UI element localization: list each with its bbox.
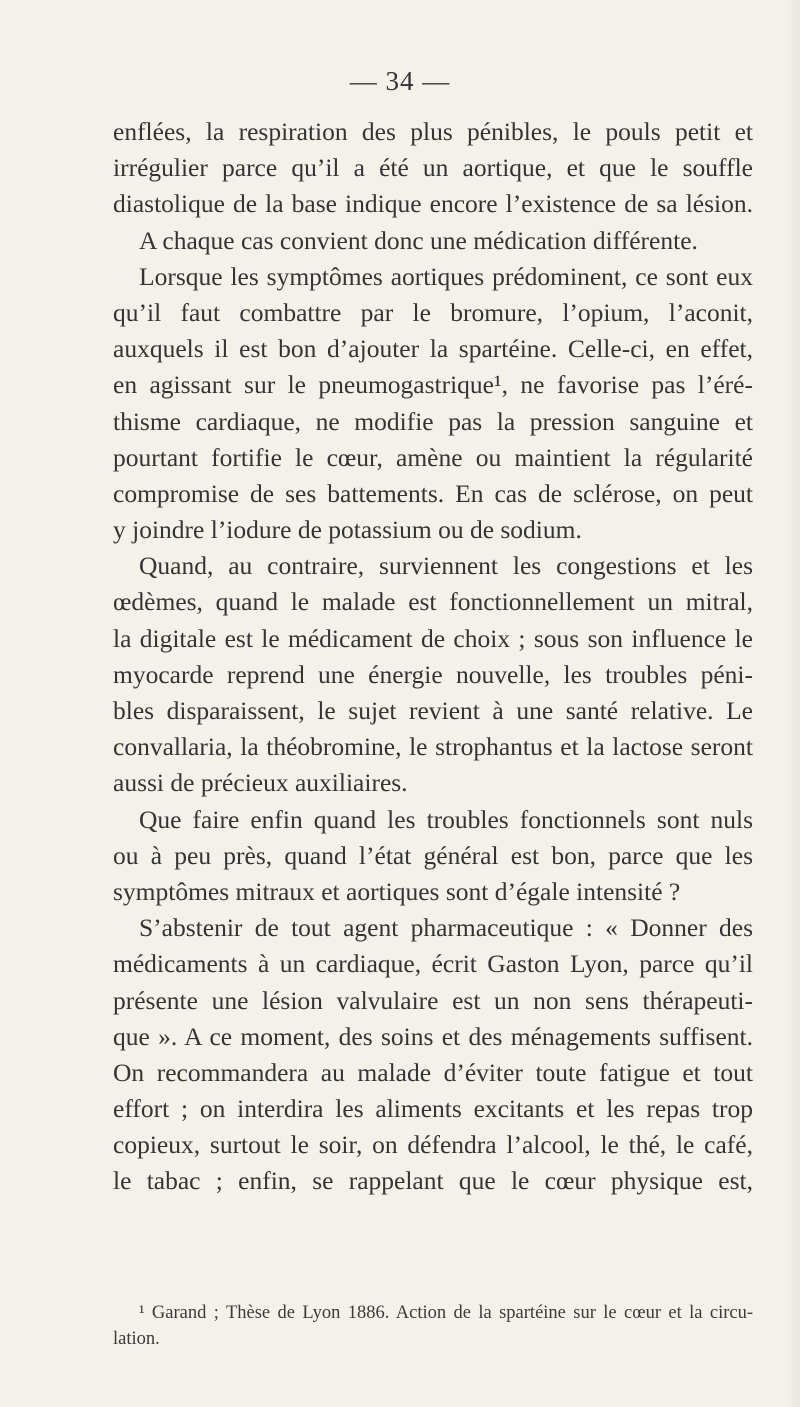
text-line: On recommandera au malade d’éviter toute fatigue et tout — [113, 1057, 753, 1087]
text-line: S’abstenir de tout agent pharmaceutique : « Donner des — [139, 913, 753, 943]
text-line: auxquels il est bon d’ajouter la spartéine. Celle-ci, en effet, — [113, 334, 753, 364]
body-text — [113, 114, 753, 1200]
text-line: la digitale est le médicament de choix ; sous son influence le — [113, 623, 753, 653]
page-edge-shadow — [786, 0, 800, 1407]
text-line: en agissant sur le pneumogastrique¹, ne favorise pas l’éré- — [113, 370, 753, 400]
text-line: pourtant fortifie le cœur, amène ou maintient la régularité — [113, 442, 753, 472]
text-line: copieux, surtout le soir, on défendra l’alcool, le thé, le café, — [113, 1130, 753, 1160]
text-line: A chaque cas convient donc une médication différente. — [139, 225, 698, 255]
text-line: aussi de précieux auxiliaires. — [113, 768, 408, 798]
footnote-line: lation. — [113, 1329, 160, 1349]
text-line: œdèmes, quand le malade est fonctionnellement un mitral, — [113, 587, 753, 617]
text-line: diastolique de la base indique encore l’existence de sa lésion. — [113, 189, 753, 219]
text-line: bles disparaissent, le sujet revient à une santé relative. Le — [113, 696, 753, 725]
text-line: médicaments à un cardiaque, écrit Gaston Lyon, parce qu’il — [113, 949, 753, 979]
text-line: Quand, au contraire, surviennent les congestions et les — [139, 551, 753, 581]
text-line: Que faire enfin quand les troubles fonctionnels sont nuls — [139, 804, 753, 834]
text-line: myocarde reprend une énergie nouvelle, les troubles péni- — [113, 659, 753, 689]
text-line: convallaria, la théobromine, le strophantus et la lactose seront — [113, 732, 753, 762]
text-line: compromise de ses battements. En cas de sclérose, on peut — [113, 478, 753, 508]
text-line: irrégulier parce qu’il a été un aortique, et que le souffle — [113, 153, 753, 183]
footnote — [113, 1300, 753, 1352]
text-line: enflées, la respiration des plus pénibles, le pouls petit et — [113, 117, 753, 146]
text-line: qu’il faut combattre par le bromure, l’opium, l’aconit, — [113, 297, 753, 327]
text-line: que ». A ce moment, des soins et des ménagements suffisent. — [113, 1021, 753, 1051]
text-line: ou à peu près, quand l’état général est bon, parce que les — [113, 840, 753, 870]
text-line: y joindre l’iodure de potassium ou de sodium. — [113, 515, 582, 545]
footnote-line: ¹ Garand ; Thèse de Lyon 1886. Action de la spartéine sur le cœur et la circu- — [139, 1303, 753, 1323]
text-line: symptômes mitraux et aortiques sont d’égale intensité ? — [113, 876, 681, 906]
text-line: présente une lésion valvulaire est un non sens thérapeuti- — [113, 985, 753, 1015]
text-line: Lorsque les symptômes aortiques prédominent, ce sont eux — [139, 261, 753, 291]
text-line: thisme cardiaque, ne modifie pas la pression sanguine et — [113, 406, 753, 436]
text-line: le tabac ; enfin, se rappelant que le cœur physique est, — [113, 1166, 753, 1196]
page-number: — 34 — — [349, 66, 451, 96]
text-line: effort ; on interdira les aliments excitants et les repas trop — [113, 1094, 753, 1124]
